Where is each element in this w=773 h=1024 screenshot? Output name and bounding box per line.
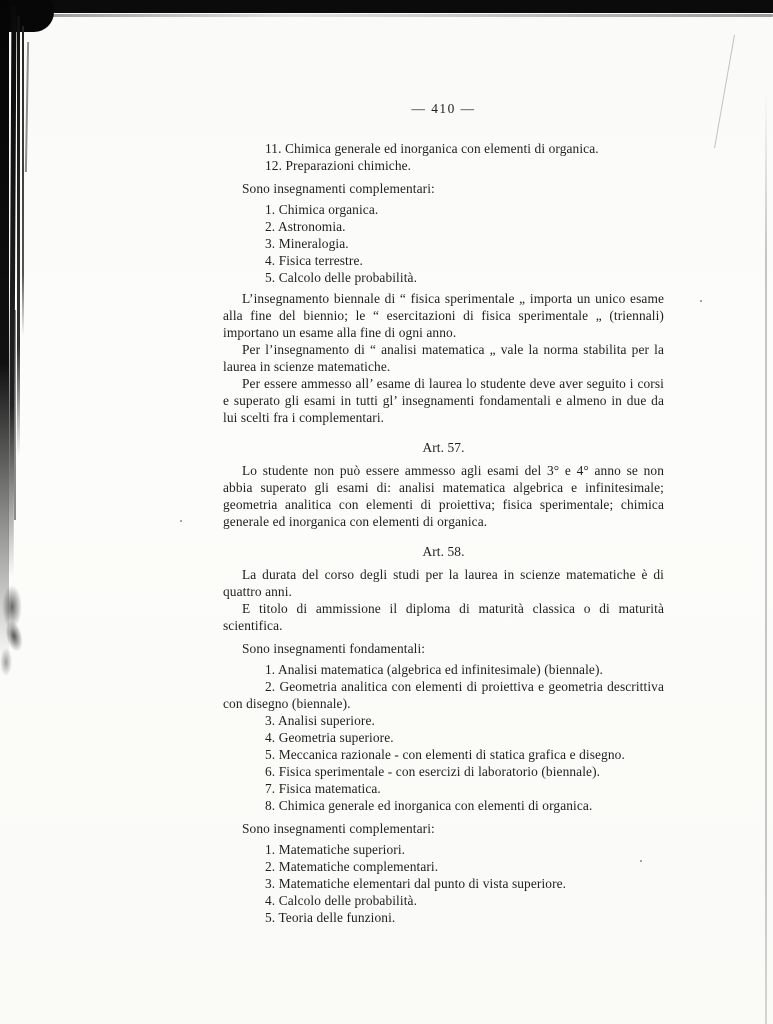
list-item: 4. Geometria superiore. — [265, 730, 394, 745]
list-item: 3. Mineralogia. — [265, 236, 349, 251]
list-item: 1. Chimica organica. — [265, 202, 379, 217]
scan-hairline — [714, 35, 735, 148]
scan-speck — [180, 520, 182, 522]
page-number: — 410 — — [411, 101, 476, 116]
list-item: 3. Matematiche elementari dal punto di vista superiore. — [265, 876, 567, 891]
list-item: 5. Calcolo delle probabilità. — [265, 270, 418, 285]
section-intro: Sono insegnamenti complementari: — [242, 181, 435, 196]
list-item: 5. Meccanica razionale - con elementi di statica grafica e disegno. — [265, 747, 625, 762]
scan-edge-right — [765, 88, 767, 1024]
scan-smudge — [0, 648, 12, 676]
paragraph: E titolo di ammissione il diploma di maturità classica o di maturità scientifica. — [223, 601, 664, 633]
list-item: 12. Preparazioni chimiche. — [265, 158, 412, 173]
article-heading: Art. 57. — [422, 440, 465, 455]
list-item: 1. Analisi matematica (algebrica ed infinitesimale) (biennale). — [265, 662, 603, 677]
list-item: 7. Fisica matematica. — [265, 781, 381, 796]
list-item: 3. Analisi superiore. — [265, 713, 375, 728]
section-intro: Sono insegnamenti fondamentali: — [242, 641, 426, 656]
article-heading: Art. 58. — [422, 544, 465, 559]
paragraph: Per essere ammesso all’ esame di laurea lo studente deve aver seguito i corsi e superato gli esami in tutti gl’ insegnamenti fondamentali e almeno in due da lui scelti fra i complementari. — [223, 376, 664, 425]
scan-streak — [25, 42, 29, 172]
list-item: 4. Calcolo delle probabilità. — [265, 893, 418, 908]
scan-streak — [22, 26, 24, 336]
page-content — [223, 100, 664, 926]
paragraph: La durata del corso degli studi per la laurea in scienze matematiche è di quattro anni. — [223, 567, 664, 599]
list-item: 2. Matematiche complementari. — [265, 859, 439, 874]
scan-streak — [17, 16, 20, 456]
list-item: 11. Chimica generale ed inorganica con elementi di organica. — [265, 141, 599, 156]
list-item: 2. Astronomia. — [265, 219, 346, 234]
list-item: 8. Chimica generale ed inorganica con elementi di organica. — [265, 798, 593, 813]
paragraph: Lo studente non può essere ammesso agli esami del 3° e 4° anno se non abbia superato gli esami di: analisi matematica algebrica e infinitesimale; geometria analitica con elementi di proiettiva; fisica sperimentale; chimica generale ed inorganica con elementi di organica. — [223, 463, 664, 529]
scan-streak — [14, 310, 16, 520]
scan-edge-top — [0, 0, 773, 13]
book-binding-edge — [0, 0, 60, 720]
scan-speck — [700, 300, 702, 302]
list-item: 1. Matematiche superiori. — [265, 842, 406, 857]
list-item: 4. Fisica terrestre. — [265, 253, 363, 268]
paragraph: L’insegnamento biennale di “ fisica sperimentale „ importa un unico esame alla fine del biennio; le “ esercitazioni di fisica sperimentale „ (triennali) importano un esame alla fine di ogni anno. — [223, 291, 664, 340]
list-item: 2. Geometria analitica con elementi di proiettiva e geometria descrittiva con disegno (biennale). — [223, 679, 664, 711]
section-intro: Sono insegnamenti complementari: — [242, 821, 435, 836]
paragraph: Per l’insegnamento di “ analisi matematica „ vale la norma stabilita per la laurea in scienze matematiche. — [223, 342, 664, 374]
list-item: 6. Fisica sperimentale - con esercizi di laboratorio (biennale). — [265, 764, 601, 779]
list-item: 5. Teoria delle funzioni. — [265, 910, 396, 925]
